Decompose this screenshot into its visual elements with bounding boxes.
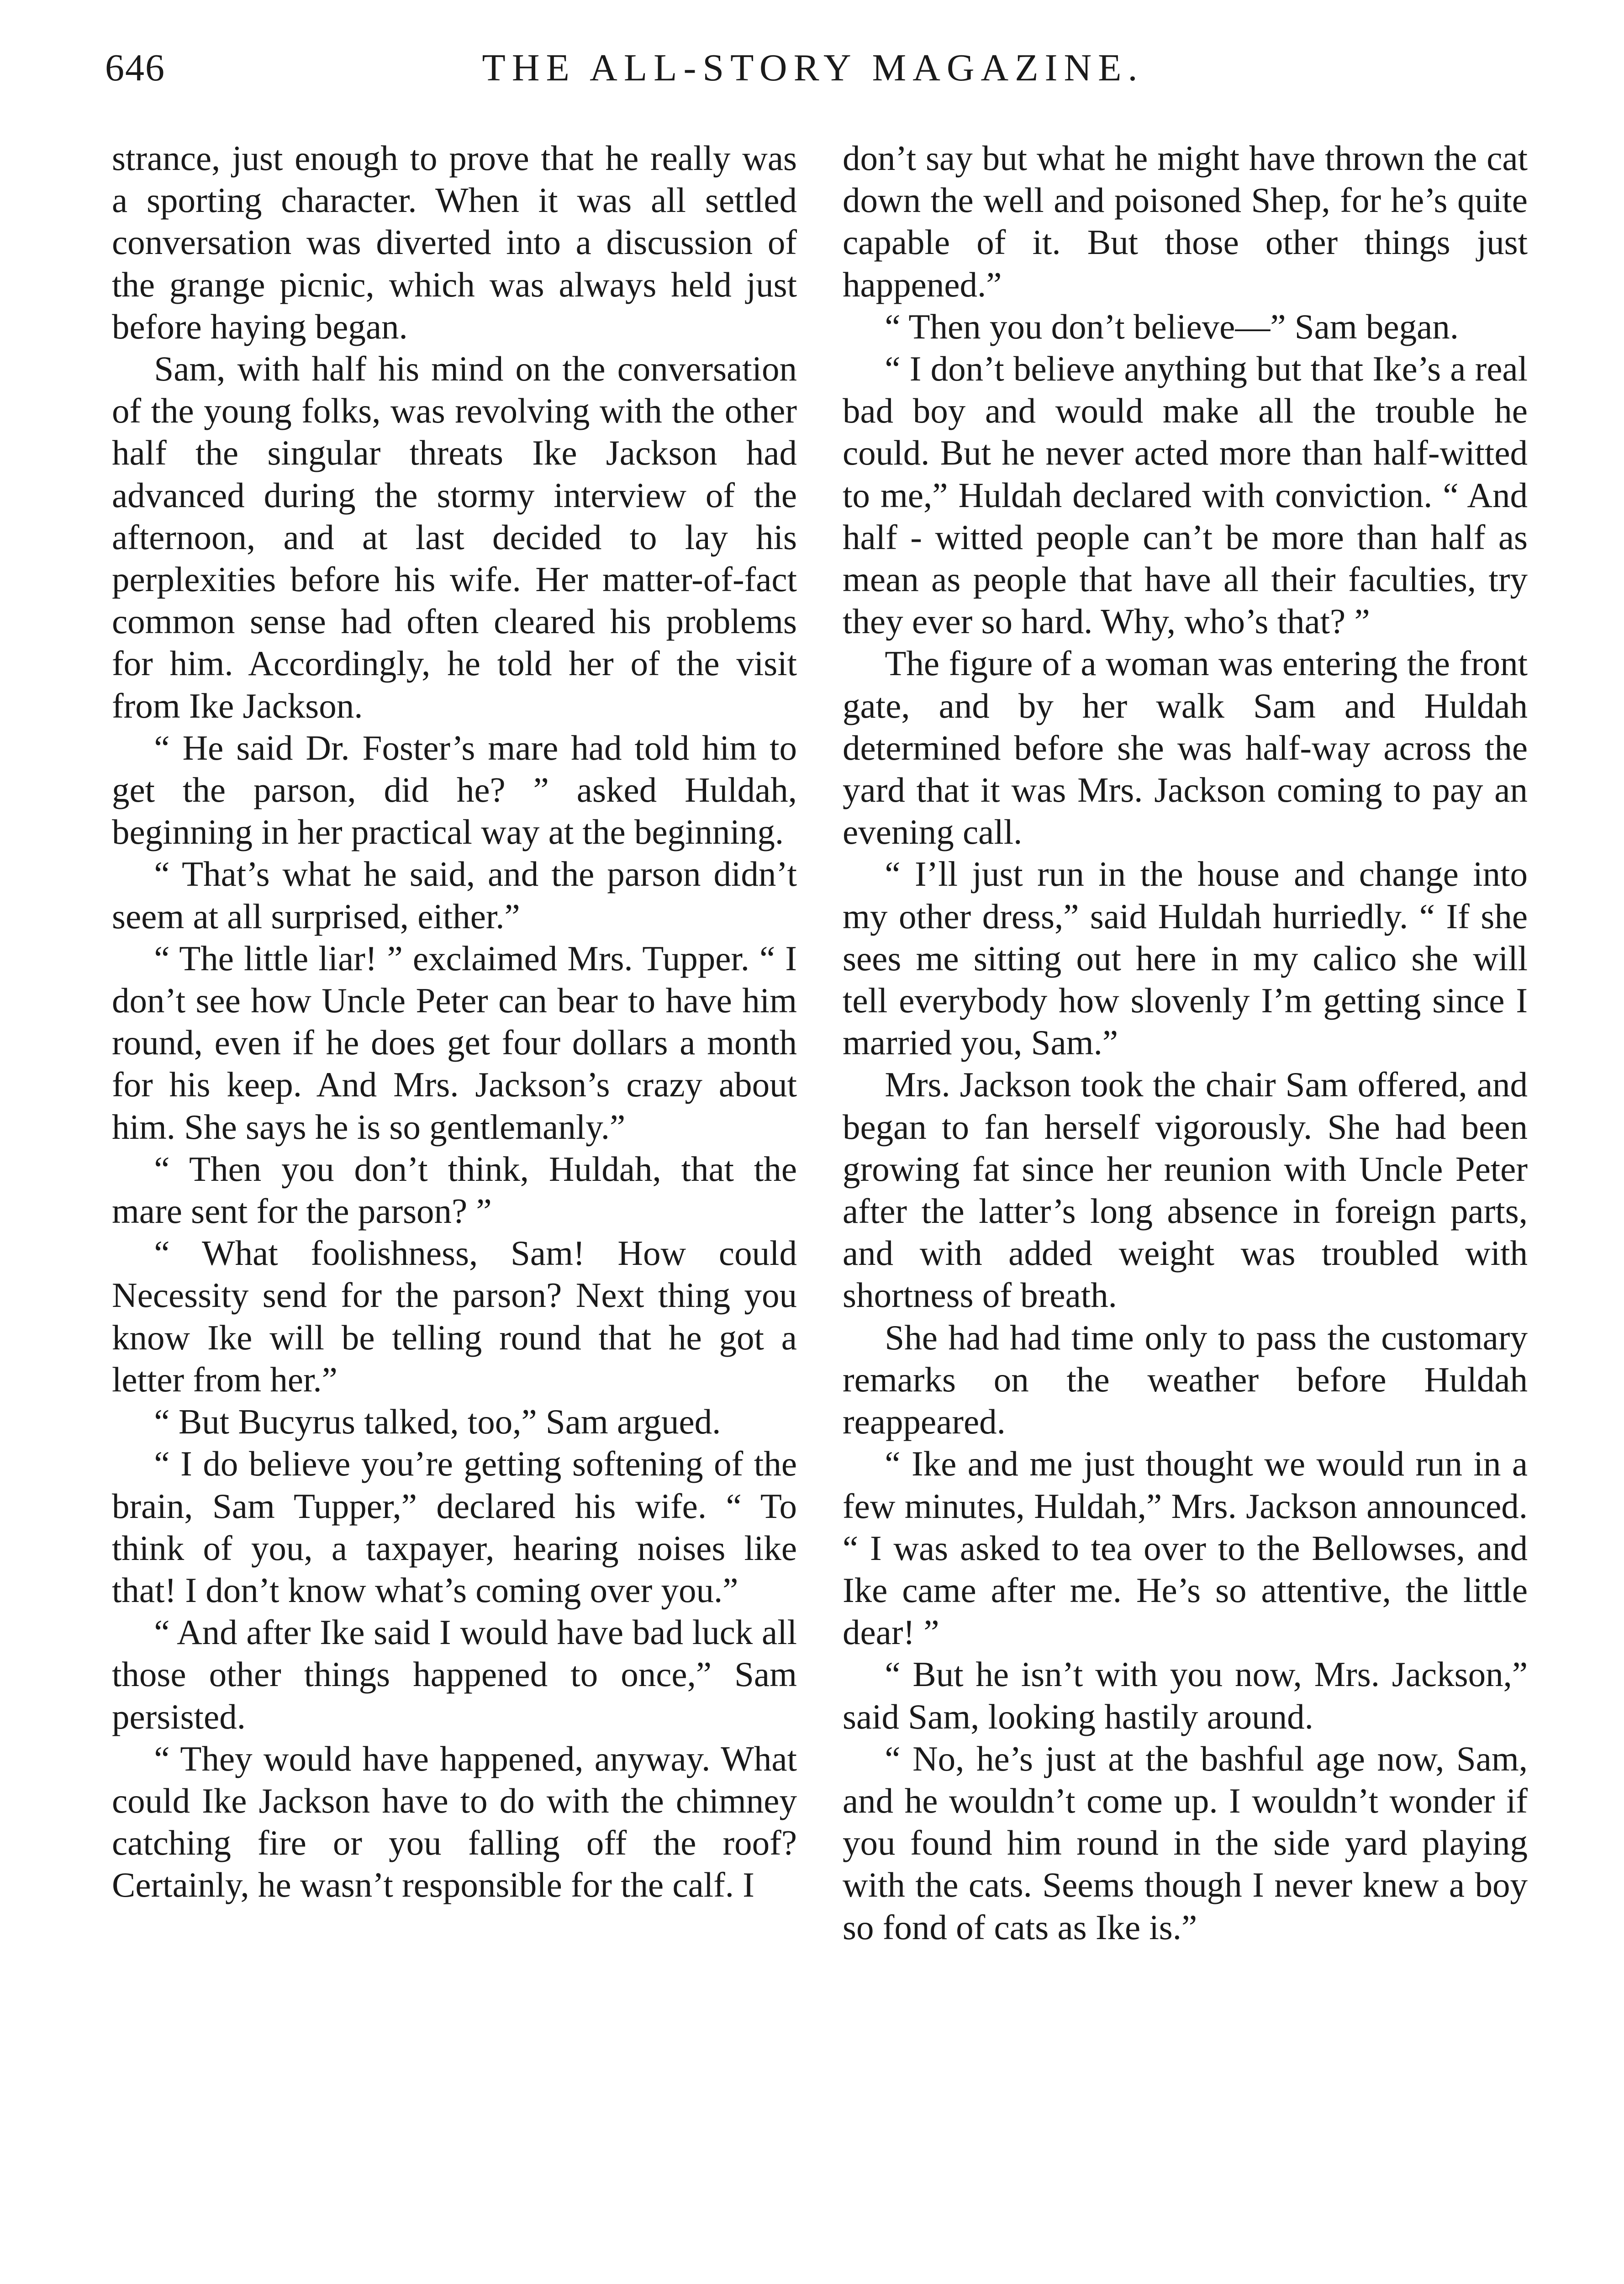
paragraph: “ But Bucyrus talked, too,” Sam argued. — [154, 1402, 721, 1442]
paragraph: “ But he isn’t with you now, Mrs. Jackson,” said Sam, looking hastily around. — [843, 1655, 1528, 1736]
paragraph: “ That’s what he said, and the parson didn’t seem at all surprised, either.” — [112, 854, 797, 936]
paragraph: strance, just enough to prove that he really was a sporting character. When it was all settled conversation was diverted into a discussion of the grange picnic, which was always held just before haying began. — [112, 138, 797, 346]
paragraph: Mrs. Jackson took the chair Sam offered, and began to fan herself vigorously. She had been growing fat since her reunion with Uncle Peter after the latter’s long absence in foreign parts, and with added weight was troubled with shortness of breath. — [843, 1065, 1528, 1315]
paragraph: “ What foolishness, Sam! How could Necessity send for the parson? Next thing you know Ike will be telling round that he got a letter from her.” — [112, 1233, 797, 1399]
paragraph: The figure of a woman was entering the front gate, and by her walk Sam and Huldah determined before she was half-way across the yard that it was Mrs. Jackson coming to pay an evening call. — [843, 644, 1528, 852]
paragraph: “ I do believe you’re getting softening of the brain, Sam Tupper,” declared his wife. “ To think of you, a taxpayer, hearing noises like that! I don’t know what’s coming over you.” — [112, 1444, 797, 1610]
paragraph: “ I’ll just run in the house and change into my other dress,” said Huldah hurriedly. “ If she sees me sitting out here in my calico she will tell everybody how slovenly I’m getting since I married you, Sam.” — [843, 854, 1528, 1063]
paragraph: “ And after Ike said I would have bad luck all those other things happened to once,” Sam persisted. — [112, 1613, 797, 1736]
paragraph: “ Then you don’t believe—” Sam began. — [885, 307, 1459, 346]
paragraph: “ Then you don’t think, Huldah, that the mare sent for the parson? ” — [112, 1149, 797, 1231]
page-header — [105, 46, 1521, 105]
paragraph: “ They would have happened, anyway. What could Ike Jackson have to do with the chimney catching fire or you falling off the roof? Certainly, he wasn’t responsible for the calf. I — [112, 1739, 797, 1905]
paragraph: “ I don’t believe anything but that Ike’s a real bad boy and would make all the trouble he could. But he never acted more than half-witted to me,” Huldah declared with conviction. “ And half - witted people can’t be more than half as mean as people that have all their faculties, try they ever so hard. Why, who’s that? ” — [843, 349, 1528, 641]
paragraph: don’t say but what he might have thrown the cat down the well and poisoned Shep, for he’s quite capable of it. But those other things just happened.” — [843, 138, 1528, 304]
page-number: 646 — [105, 47, 165, 89]
paragraph: “ He said Dr. Foster’s mare had told him to get the parson, did he? ” asked Huldah, beginning in her practical way at the beginning. — [112, 728, 797, 852]
paragraph: She had had time only to pass the customary remarks on the weather before Huldah reappeared. — [843, 1317, 1528, 1442]
running-title: THE ALL-STORY MAGAZINE. — [482, 47, 1144, 89]
paragraph: “ Ike and me just thought we would run in a few minutes, Huldah,” Mrs. Jackson announced. “ I was asked to tea over to the Bellowses, and Ike came after me. He’s so attentive, the little dear! ” — [843, 1444, 1528, 1652]
paragraph: “ No, he’s just at the bashful age now, Sam, and he wouldn’t come up. I wouldn’t wonder if you found him round in the side yard playing with the cats. Seems though I never knew a boy so fond of cats as Ike is.” — [843, 1739, 1528, 1947]
paragraph: “ The little liar! ” exclaimed Mrs. Tupper. “ I don’t see how Uncle Peter can bear to have him round, even if he does get four dollars a month for his keep. And Mrs. Jackson’s crazy about him. She says he is so gentlemanly.” — [112, 938, 797, 1147]
left-column — [112, 137, 797, 1906]
right-column — [843, 137, 1528, 1948]
paragraph: Sam, with half his mind on the conversation of the young folks, was revolving with the other half the singular threats Ike Jackson had advanced during the stormy interview of the afternoon, and at last decided to lay his perplexities before his wife. Her matter-of-fact common sense had often cleared his problems for him. Accordingly, he told her of the visit from Ike Jackson. — [112, 349, 797, 725]
